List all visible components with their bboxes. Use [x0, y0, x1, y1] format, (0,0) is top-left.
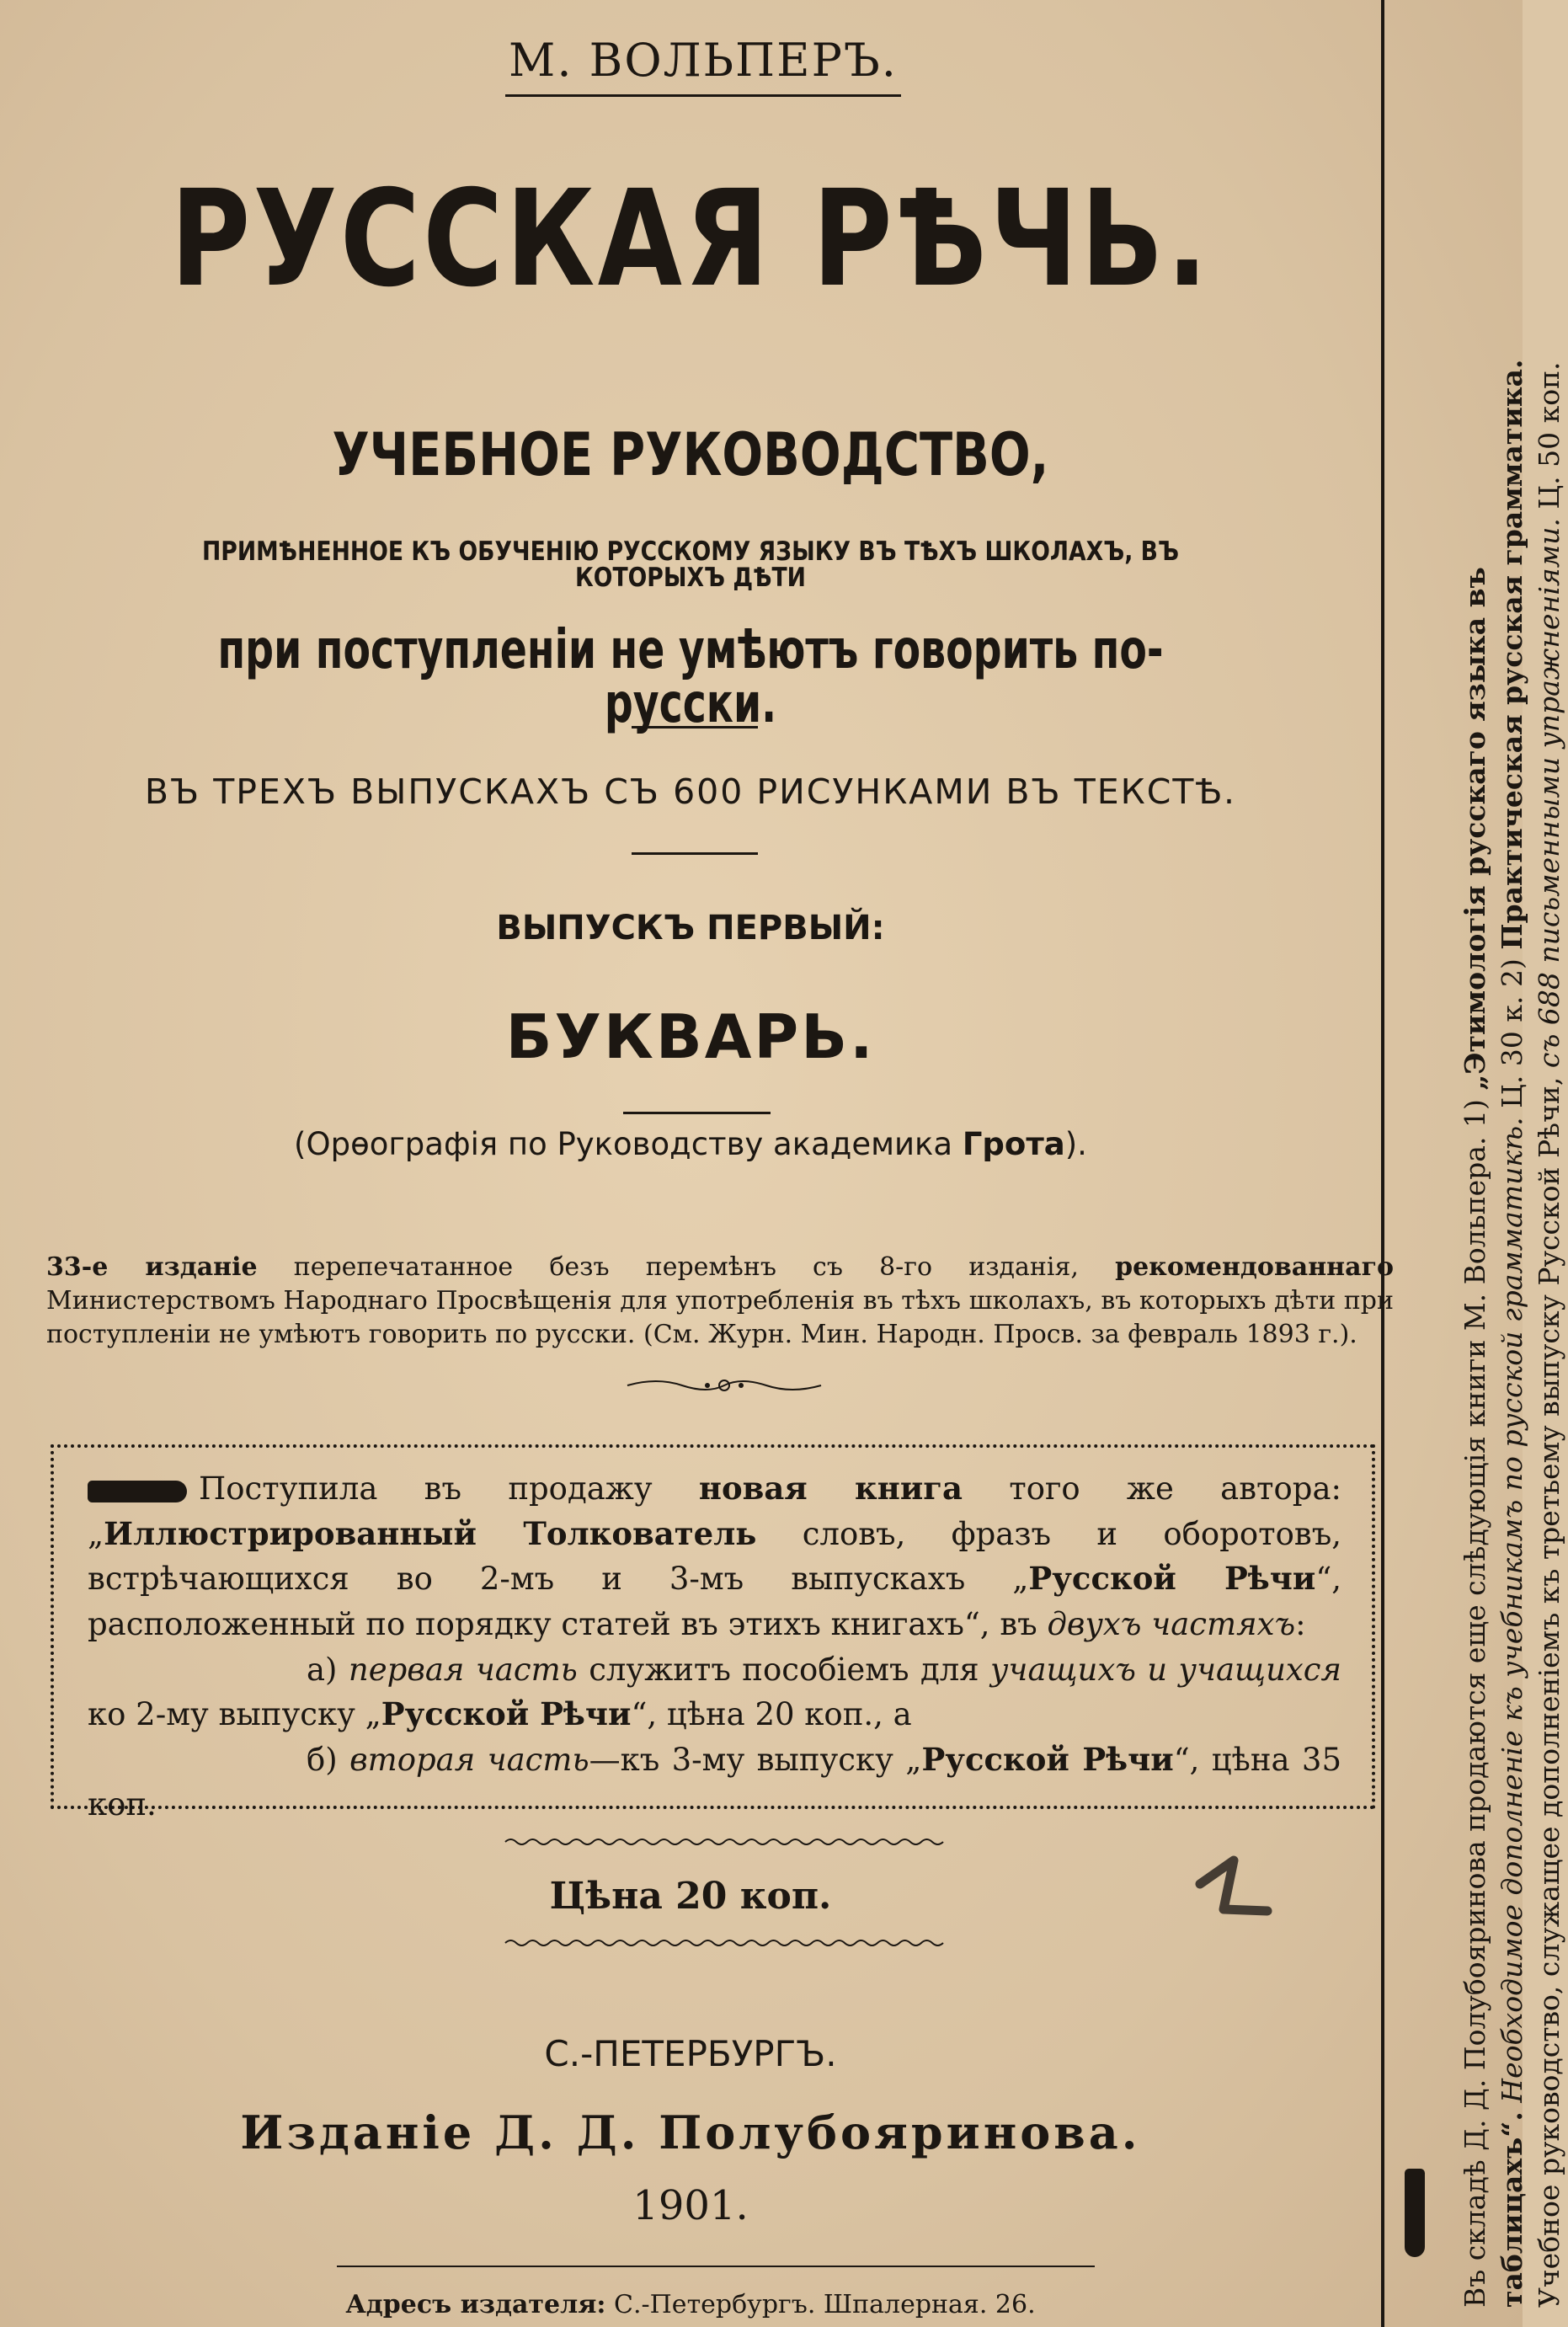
- author-name: М. ВОЛЬПЕРЪ.: [509, 34, 898, 87]
- primer-title: БУКВАРЬ.: [505, 1001, 876, 1072]
- divider-rule: [632, 726, 758, 729]
- orthography-note: (Орѳографія по Руководству академика Грота).: [294, 1126, 1087, 1162]
- divider-rule: [337, 2266, 1095, 2267]
- publication-year: 1901.: [632, 2182, 749, 2229]
- side-line: таблицахъ“. Необходимое дополненіе къ учебникамъ по русской грамматикѣ. Ц. 30 к. 2) Практическая русская грамматика.: [1496, 359, 1528, 2308]
- notice-box: [51, 1444, 1375, 1823]
- when-line: при поступленіи не умѣютъ говорить по-русски.: [217, 619, 1164, 735]
- price-label: Цѣна 20 коп.: [549, 1875, 832, 1918]
- pointing-hand-icon: [1405, 2169, 1425, 2257]
- issues-line: ВЪ ТРЕХЪ ВЫПУСКАХЪ СЪ 600 РИСУНКАМИ ВЪ ТЕКСТѢ.: [144, 771, 1237, 812]
- edition-note: 33-е изданіе перепечатанное безъ перемѣнъ съ 8-го изданія, рекомендованнаго Министерствомъ Народнаго Просвѣщенія для употребленія въ тѣхъ школахъ, въ которыхъ дѣти при поступленіи не умѣютъ говорить по русски. (См. Журн. Мин. Народн. Просв. за февраль 1893 г.).: [46, 1252, 1394, 1349]
- wavy-rule: [505, 1937, 943, 1949]
- wavy-rule: [505, 1836, 943, 1848]
- divider-rule: [623, 1112, 771, 1114]
- divider-rule: [632, 852, 758, 855]
- applied-line: ПРИМѢНЕННОЕ КЪ ОБУЧЕНІЮ РУССКОМУ ЯЗЫКУ ВЪ ТѢХЪ ШКОЛАХЪ, ВЪ КОТОРЫХЪ ДѢТИ: [201, 536, 1180, 593]
- publisher-line: Изданіе Д. Д. Полубояринова.: [240, 2106, 1141, 2159]
- notice-text: Поступила въ продажу новая книга того же автора: „Иллюстрированный Толкователь словъ, фразъ и оборотовъ, встрѣчающихся во 2-мъ и 3-мъ выпускахъ „Русской Рѣчи“, расположенный по порядку статей въ этихъ книгахъ“, въ двухъ частяхъ: а) первая часть служитъ пособіемъ для учащихъ и учащихся ко 2-му выпуску „Русской Рѣчи“, цѣна 20 коп., а б) вторая часть—къ 3-му выпуску „Русской Рѣчи“, цѣна 35 коп.: [88, 1466, 1341, 1828]
- notice-item-a: а) первая часть служитъ пособіемъ для учащихъ и учащихся ко 2-му выпуску „Русской Рѣчи“, цѣна 20 коп., а: [88, 1651, 1341, 1733]
- side-line: Въ складѣ Д. Д. Полубояринова продаются еще слѣдующія книги М. Вольпера. 1) „Этимологія русскаго языка въ: [1459, 567, 1491, 2308]
- book-subtitle: УЧЕБНОЕ РУКОВОДСТВО,: [332, 420, 1049, 489]
- book-title: РУССКАЯ РѢЧЬ.: [170, 162, 1211, 317]
- side-advertisement-text: [1457, 17, 1568, 2308]
- publisher-address: Адресъ издателя: С.-Петербургъ. Шпалерная. 26.: [345, 2290, 1036, 2319]
- side-line: Учебное руководство, служащее дополненіемъ къ третьему выпуску Русской Рѣчи, съ 688 письменными упражненіями. Ц. 50 коп.: [1533, 361, 1565, 2308]
- author-underline: [505, 94, 901, 97]
- handwritten-mark: [1175, 1849, 1276, 1916]
- pointing-hand-icon: [88, 1481, 187, 1502]
- volume-heading: ВЫПУСКЪ ПЕРВЫЙ:: [496, 909, 885, 947]
- notice-item-b: б) вторая часть—къ 3-му выпуску „Русской Рѣчи“, цѣна 35 коп.: [88, 1740, 1341, 1823]
- side-divider: [1381, 0, 1384, 2327]
- city-name: С.-ПЕТЕРБУРГЪ.: [544, 2033, 837, 2074]
- flourish-ornament: [623, 1373, 825, 1398]
- side-advertisement: [1398, 0, 1565, 2327]
